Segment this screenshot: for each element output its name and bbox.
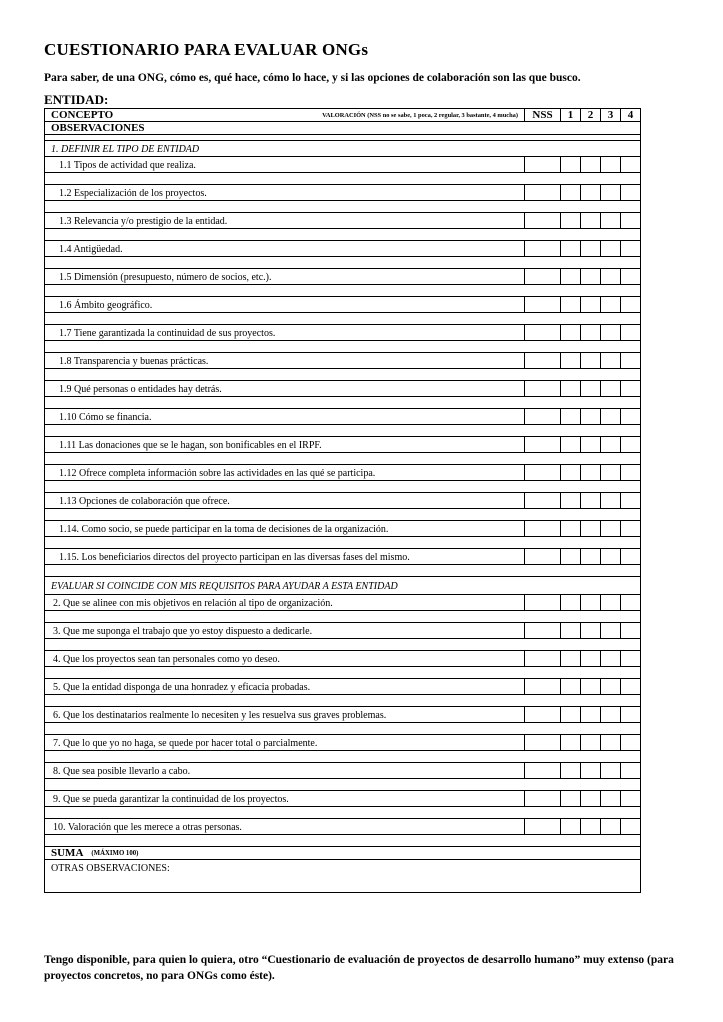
rating-cell-nss[interactable] (524, 651, 560, 666)
question-text: 1.8 Transparencia y buenas prácticas. (59, 356, 209, 367)
rating-cell-3[interactable] (600, 679, 620, 694)
rating-cell-2[interactable] (580, 241, 600, 256)
rating-cell-2[interactable] (580, 521, 600, 536)
question-text: 1.5 Dimensión (presupuesto, número de socios, etc.). (59, 272, 272, 283)
rating-cell-3[interactable] (600, 521, 620, 536)
question-row (44, 819, 641, 835)
question-text: 6. Que los destinatarios realmente lo necesiten y les resuelva sus graves problemas. (53, 710, 387, 721)
rating-cell-2[interactable] (580, 409, 600, 424)
observation-row[interactable] (44, 341, 641, 353)
question-text: 1.13 Opciones de colaboración que ofrece. (59, 496, 230, 507)
rating-cell-1[interactable] (560, 623, 580, 638)
question-row (44, 735, 641, 751)
observation-row[interactable] (44, 667, 641, 679)
rating-cell-3[interactable] (600, 409, 620, 424)
rating-cell-4[interactable] (620, 437, 640, 452)
rating-cell-1[interactable] (560, 735, 580, 750)
rating-cell-nss[interactable] (524, 381, 560, 396)
rating-cell-1[interactable] (560, 353, 580, 368)
rating-cell-4[interactable] (620, 325, 640, 340)
rating-cell-2[interactable] (580, 791, 600, 806)
question-text: 2. Que se alinee con mis objetivos en relación al tipo de organización. (53, 598, 333, 609)
observation-row[interactable] (44, 481, 641, 493)
rating-cell-nss[interactable] (524, 437, 560, 452)
rating-cell-4[interactable] (620, 493, 640, 508)
question-text: 1.9 Qué personas o entidades hay detrás. (59, 384, 222, 395)
rating-cell-2[interactable] (580, 213, 600, 228)
rating-cell-2[interactable] (580, 465, 600, 480)
rating-cell-2[interactable] (580, 707, 600, 722)
rating-cell-1[interactable] (560, 437, 580, 452)
rating-cell-nss[interactable] (524, 791, 560, 806)
rating-cell-4[interactable] (620, 735, 640, 750)
rating-cell-1[interactable] (560, 465, 580, 480)
rating-cell-1[interactable] (560, 157, 580, 172)
rating-cell-3[interactable] (600, 465, 620, 480)
question-text: 1.6 Ámbito geográfico. (59, 300, 153, 311)
rating-cell-4[interactable] (620, 409, 640, 424)
rating-cell-3[interactable] (600, 353, 620, 368)
observation-row[interactable] (44, 537, 641, 549)
questionnaire-table (44, 108, 641, 893)
rating-cell-2[interactable] (580, 595, 600, 610)
question-row (44, 353, 641, 369)
question-text: 1.15. Los beneficiarios directos del proyecto participan en las diversas fases del mismo. (59, 552, 410, 563)
observation-row[interactable] (44, 611, 641, 623)
rating-cell-nss[interactable] (524, 595, 560, 610)
rating-cell-4[interactable] (620, 269, 640, 284)
rating-cell-nss[interactable] (524, 623, 560, 638)
rating-cell-3[interactable] (600, 241, 620, 256)
question-row (44, 679, 641, 695)
rating-cell-4[interactable] (620, 297, 640, 312)
rating-cell-3[interactable] (600, 549, 620, 564)
rating-cell-1[interactable] (560, 381, 580, 396)
question-text: 1.7 Tiene garantizada la continuidad de sus proyectos. (59, 328, 276, 339)
rating-cell-4[interactable] (620, 213, 640, 228)
rating-cell-4[interactable] (620, 623, 640, 638)
rating-cell-2[interactable] (580, 735, 600, 750)
rating-cell-3[interactable] (600, 493, 620, 508)
rating-cell-4[interactable] (620, 381, 640, 396)
question-row (44, 241, 641, 257)
rating-cell-3[interactable] (600, 735, 620, 750)
rating-cell-1[interactable] (560, 409, 580, 424)
question-row (44, 437, 641, 453)
col-2-header: 2 (580, 109, 600, 121)
question-row (44, 493, 641, 509)
rating-cell-3[interactable] (600, 623, 620, 638)
observation-row[interactable] (44, 229, 641, 241)
rating-cell-4[interactable] (620, 791, 640, 806)
rating-cell-nss[interactable] (524, 493, 560, 508)
rating-cell-4[interactable] (620, 465, 640, 480)
rating-cell-3[interactable] (600, 269, 620, 284)
rating-cell-nss[interactable] (524, 521, 560, 536)
rating-cell-1[interactable] (560, 707, 580, 722)
rating-cell-3[interactable] (600, 707, 620, 722)
question-row (44, 623, 641, 639)
question-row (44, 549, 641, 565)
observation-row[interactable] (44, 285, 641, 297)
question-text: 4. Que los proyectos sean tan personales como yo deseo. (53, 654, 280, 665)
observation-row[interactable] (44, 751, 641, 763)
rating-cell-1[interactable] (560, 791, 580, 806)
rating-cell-3[interactable] (600, 763, 620, 778)
question-row (44, 381, 641, 397)
question-row (44, 595, 641, 611)
rating-cell-2[interactable] (580, 269, 600, 284)
rating-cell-nss[interactable] (524, 409, 560, 424)
question-text: 8. Que sea posible llevarlo a cabo. (53, 766, 191, 777)
question-text: 1.1 Tipos de actividad que realiza. (59, 160, 196, 171)
page-title: CUESTIONARIO PARA EVALUAR ONGs (44, 40, 369, 59)
observation-row[interactable] (44, 835, 641, 847)
rating-cell-1[interactable] (560, 819, 580, 834)
rating-cell-2[interactable] (580, 623, 600, 638)
suma-note: (MÁXIMO 100) (91, 850, 139, 857)
section-1-title: 1. DEFINIR EL TIPO DE ENTIDAD (44, 141, 641, 157)
observaciones-header: OBSERVACIONES (44, 122, 641, 135)
observation-row[interactable] (44, 173, 641, 185)
question-text: 1.3 Relevancia y/o prestigio de la entidad. (59, 216, 228, 227)
rating-cell-3[interactable] (600, 819, 620, 834)
question-text: 1.12 Ofrece completa información sobre las actividades en las qué se participa. (59, 468, 376, 479)
question-row (44, 791, 641, 807)
otras-observaciones-label: OTRAS OBSERVACIONES: (51, 863, 170, 874)
rating-cell-1[interactable] (560, 241, 580, 256)
observation-row[interactable] (44, 425, 641, 437)
rating-cell-nss[interactable] (524, 353, 560, 368)
section-2-items (44, 595, 641, 847)
table-header (44, 108, 641, 122)
rating-cell-nss[interactable] (524, 549, 560, 564)
suma-row (44, 847, 641, 860)
rating-cell-1[interactable] (560, 679, 580, 694)
rating-cell-1[interactable] (560, 521, 580, 536)
question-row (44, 213, 641, 229)
question-row (44, 269, 641, 285)
rating-cell-nss[interactable] (524, 157, 560, 172)
observation-row[interactable] (44, 695, 641, 707)
rating-cell-4[interactable] (620, 651, 640, 666)
question-text: 1.4 Antigüedad. (59, 244, 123, 255)
observation-row[interactable] (44, 565, 641, 577)
rating-cell-1[interactable] (560, 269, 580, 284)
question-text: 1.14. Como socio, se puede participar en la toma de decisiones de la organización. (59, 524, 389, 535)
rating-cell-4[interactable] (620, 679, 640, 694)
rating-cell-4[interactable] (620, 185, 640, 200)
question-text: 3. Que me suponga el trabajo que yo estoy dispuesto a dedicarle. (53, 626, 313, 637)
rating-cell-3[interactable] (600, 595, 620, 610)
rating-cell-2[interactable] (580, 157, 600, 172)
observation-row[interactable] (44, 313, 641, 325)
question-text: 10. Valoración que les merece a otras personas. (53, 822, 242, 833)
rating-cell-1[interactable] (560, 213, 580, 228)
rating-cell-1[interactable] (560, 595, 580, 610)
rating-cell-4[interactable] (620, 549, 640, 564)
rating-cell-nss[interactable] (524, 707, 560, 722)
valoracion-legend: VALORACIÓN (NSS no se sabe, 1 poca, 2 regular, 3 bastante, 4 mucha) (322, 112, 518, 119)
rating-cell-1[interactable] (560, 651, 580, 666)
rating-cell-2[interactable] (580, 353, 600, 368)
rating-cell-1[interactable] (560, 493, 580, 508)
col-nss-header: NSS (524, 109, 560, 121)
rating-cell-1[interactable] (560, 185, 580, 200)
otras-observaciones-row[interactable] (44, 860, 641, 893)
suma-label: SUMA (51, 847, 84, 859)
rating-cell-nss[interactable] (524, 679, 560, 694)
question-row (44, 521, 641, 537)
page-subtitle: Para saber, de una ONG, cómo es, qué hace, cómo lo hace, y si las opciones de colaboración son las que busco. (44, 72, 581, 84)
entidad-label: ENTIDAD: (44, 92, 109, 107)
rating-cell-2[interactable] (580, 493, 600, 508)
rating-cell-3[interactable] (600, 297, 620, 312)
question-row (44, 297, 641, 313)
question-text: 1.11 Las donaciones que se le hagan, son bonificables en el IRPF. (59, 440, 322, 451)
rating-cell-2[interactable] (580, 679, 600, 694)
rating-cell-3[interactable] (600, 381, 620, 396)
observation-row[interactable] (44, 397, 641, 409)
question-row (44, 325, 641, 341)
footer-note: Tengo disponible, para quien lo quiera, otro “Cuestionario de evaluación de proyectos de desarrollo humano” muy extenso (para proyectos concretos, no para ONGs como éste). (44, 954, 674, 982)
rating-cell-nss[interactable] (524, 465, 560, 480)
rating-cell-4[interactable] (620, 763, 640, 778)
question-text: 9. Que se pueda garantizar la continuidad de los proyectos. (53, 794, 289, 805)
observation-row[interactable] (44, 453, 641, 465)
rating-cell-2[interactable] (580, 819, 600, 834)
rating-cell-4[interactable] (620, 819, 640, 834)
rating-cell-nss[interactable] (524, 241, 560, 256)
rating-cell-4[interactable] (620, 521, 640, 536)
rating-cell-3[interactable] (600, 213, 620, 228)
rating-cell-1[interactable] (560, 549, 580, 564)
question-row (44, 707, 641, 723)
col-1-header: 1 (560, 109, 580, 121)
rating-cell-3[interactable] (600, 157, 620, 172)
question-text: 5. Que la entidad disponga de una honradez y eficacia probadas. (53, 682, 311, 693)
rating-cell-3[interactable] (600, 185, 620, 200)
rating-cell-2[interactable] (580, 325, 600, 340)
observation-row[interactable] (44, 201, 641, 213)
rating-cell-nss[interactable] (524, 269, 560, 284)
section-2-title: EVALUAR SI COINCIDE CON MIS REQUISITOS PARA AYUDAR A ESTA ENTIDAD (44, 577, 641, 595)
question-text: 1.2 Especialización de los proyectos. (59, 188, 207, 199)
question-row (44, 763, 641, 779)
question-row (44, 409, 641, 425)
observation-row[interactable] (44, 509, 641, 521)
rating-cell-nss[interactable] (524, 325, 560, 340)
observation-row[interactable] (44, 779, 641, 791)
rating-cell-nss[interactable] (524, 297, 560, 312)
rating-cell-nss[interactable] (524, 763, 560, 778)
rating-cell-1[interactable] (560, 325, 580, 340)
rating-cell-1[interactable] (560, 763, 580, 778)
rating-cell-3[interactable] (600, 791, 620, 806)
rating-cell-1[interactable] (560, 297, 580, 312)
observation-row[interactable] (44, 257, 641, 269)
observation-row[interactable] (44, 807, 641, 819)
observation-row[interactable] (44, 369, 641, 381)
rating-cell-4[interactable] (620, 157, 640, 172)
col-4-header: 4 (620, 109, 640, 121)
question-text: 7. Que lo que yo no haga, se quede por hacer total o parcialmente. (53, 738, 318, 749)
rating-cell-2[interactable] (580, 185, 600, 200)
observation-row[interactable] (44, 639, 641, 651)
rating-cell-2[interactable] (580, 437, 600, 452)
rating-cell-4[interactable] (620, 353, 640, 368)
rating-cell-3[interactable] (600, 437, 620, 452)
question-row (44, 157, 641, 173)
rating-cell-nss[interactable] (524, 185, 560, 200)
rating-cell-3[interactable] (600, 325, 620, 340)
rating-cell-2[interactable] (580, 297, 600, 312)
rating-cell-nss[interactable] (524, 735, 560, 750)
question-row (44, 185, 641, 201)
rating-cell-2[interactable] (580, 763, 600, 778)
rating-cell-4[interactable] (620, 595, 640, 610)
rating-cell-2[interactable] (580, 381, 600, 396)
question-row (44, 465, 641, 481)
rating-cell-4[interactable] (620, 241, 640, 256)
rating-cell-nss[interactable] (524, 213, 560, 228)
concepto-header: CONCEPTO (51, 109, 114, 121)
observation-row[interactable] (44, 723, 641, 735)
rating-cell-2[interactable] (580, 651, 600, 666)
question-text: 1.10 Cómo se financia. (59, 412, 152, 423)
question-row (44, 651, 641, 667)
rating-cell-nss[interactable] (524, 819, 560, 834)
rating-cell-2[interactable] (580, 549, 600, 564)
rating-cell-3[interactable] (600, 651, 620, 666)
col-3-header: 3 (600, 109, 620, 121)
rating-cell-4[interactable] (620, 707, 640, 722)
section-1-items (44, 157, 641, 577)
